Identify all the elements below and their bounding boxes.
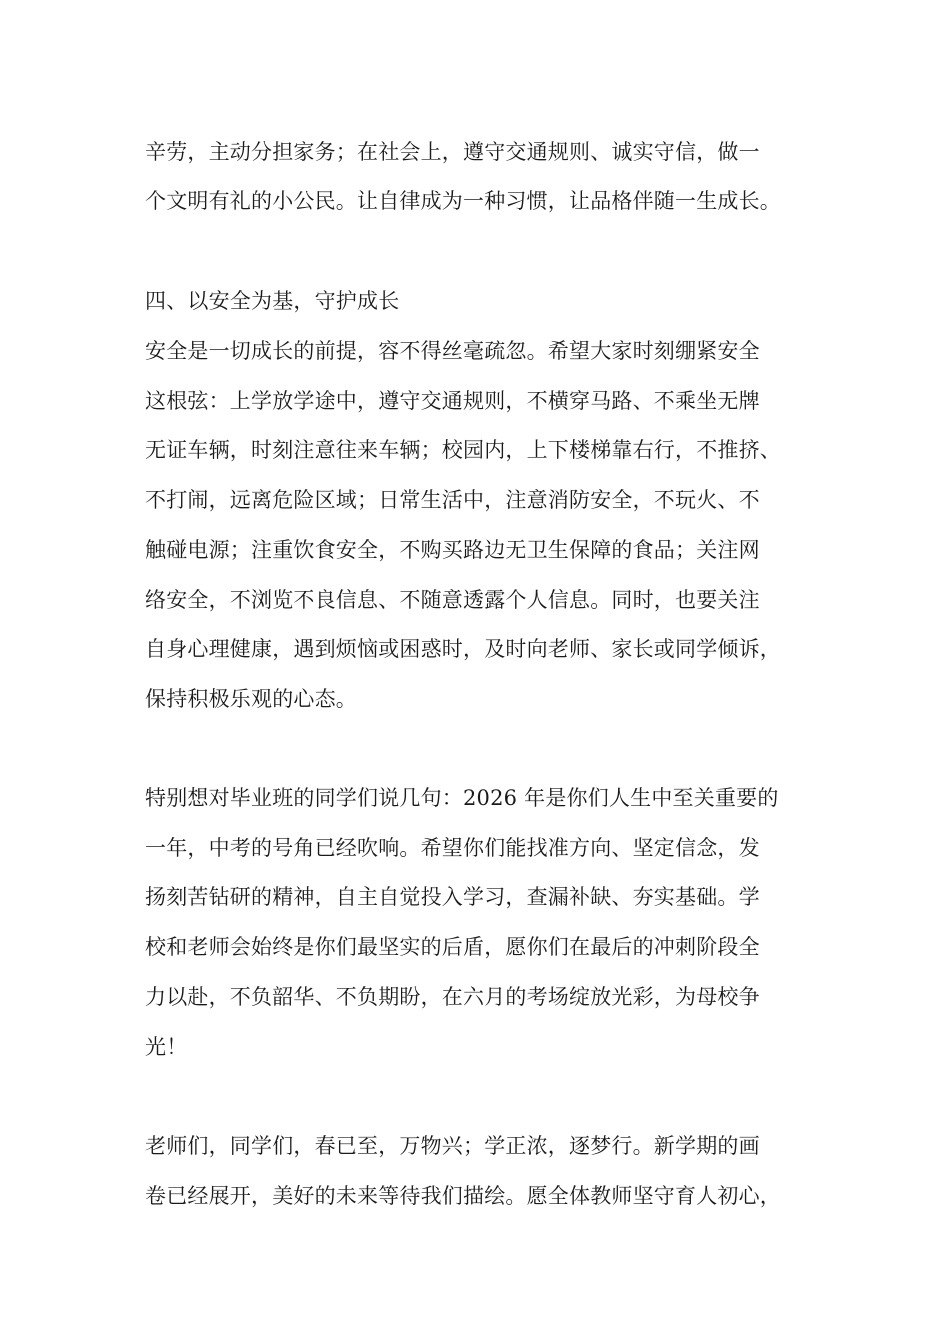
- section-heading: 四、以安全为基，守护成长: [145, 289, 400, 313]
- text-line: 扬刻苦钻研的精神，自主自觉投入学习，查漏补缺、夯实基础。学: [145, 885, 760, 909]
- text-line: 个文明有礼的小公民。让自律成为一种习惯，让品格伴随一生成长。: [145, 189, 781, 213]
- text-line: 这根弦：上学放学途中，遵守交通规则，不横穿马路、不乘坐无牌: [145, 389, 760, 413]
- text-line: 校和老师会始终是你们最坚实的后盾，愿你们在最后的冲刺阶段全: [145, 935, 760, 959]
- text-line: 力以赴，不负韶华、不负期盼，在六月的考场绽放光彩，为母校争: [145, 985, 760, 1009]
- text-line: 自身心理健康，遇到烦恼或困惑时，及时向老师、家长或同学倾诉，: [145, 637, 781, 661]
- text-line: 光！: [145, 1035, 188, 1059]
- text-line: 触碰电源；注重饮食安全，不购买路边无卫生保障的食品；关注网: [145, 538, 760, 562]
- text-line: 一年，中考的号角已经吹响。希望你们能找准方向、坚定信念，发: [145, 836, 760, 860]
- text-line: 无证车辆，时刻注意往来车辆；校园内，上下楼梯靠右行，不推挤、: [145, 438, 781, 462]
- text-line: 不打闹，远离危险区域；日常生活中，注意消防安全，不玩火、不: [145, 488, 760, 512]
- text-line: 卷已经展开，美好的未来等待我们描绘。愿全体教师坚守育人初心，: [145, 1184, 781, 1208]
- text-line: 保持积极乐观的心态。: [145, 687, 357, 711]
- text-line: 络安全，不浏览不良信息、不随意透露个人信息。同时，也要关注: [145, 588, 760, 612]
- text-line: 辛劳，主动分担家务；在社会上，遵守交通规则、诚实守信，做一: [145, 140, 760, 164]
- text-line: 特别想对毕业班的同学们说几句：2026 年是你们人生中至关重要的: [145, 786, 779, 810]
- text-line: 老师们，同学们，春已至，万物兴；学正浓，逐梦行。新学期的画: [145, 1134, 760, 1158]
- text-line: 安全是一切成长的前提，容不得丝毫疏忽。希望大家时刻绷紧安全: [145, 339, 760, 363]
